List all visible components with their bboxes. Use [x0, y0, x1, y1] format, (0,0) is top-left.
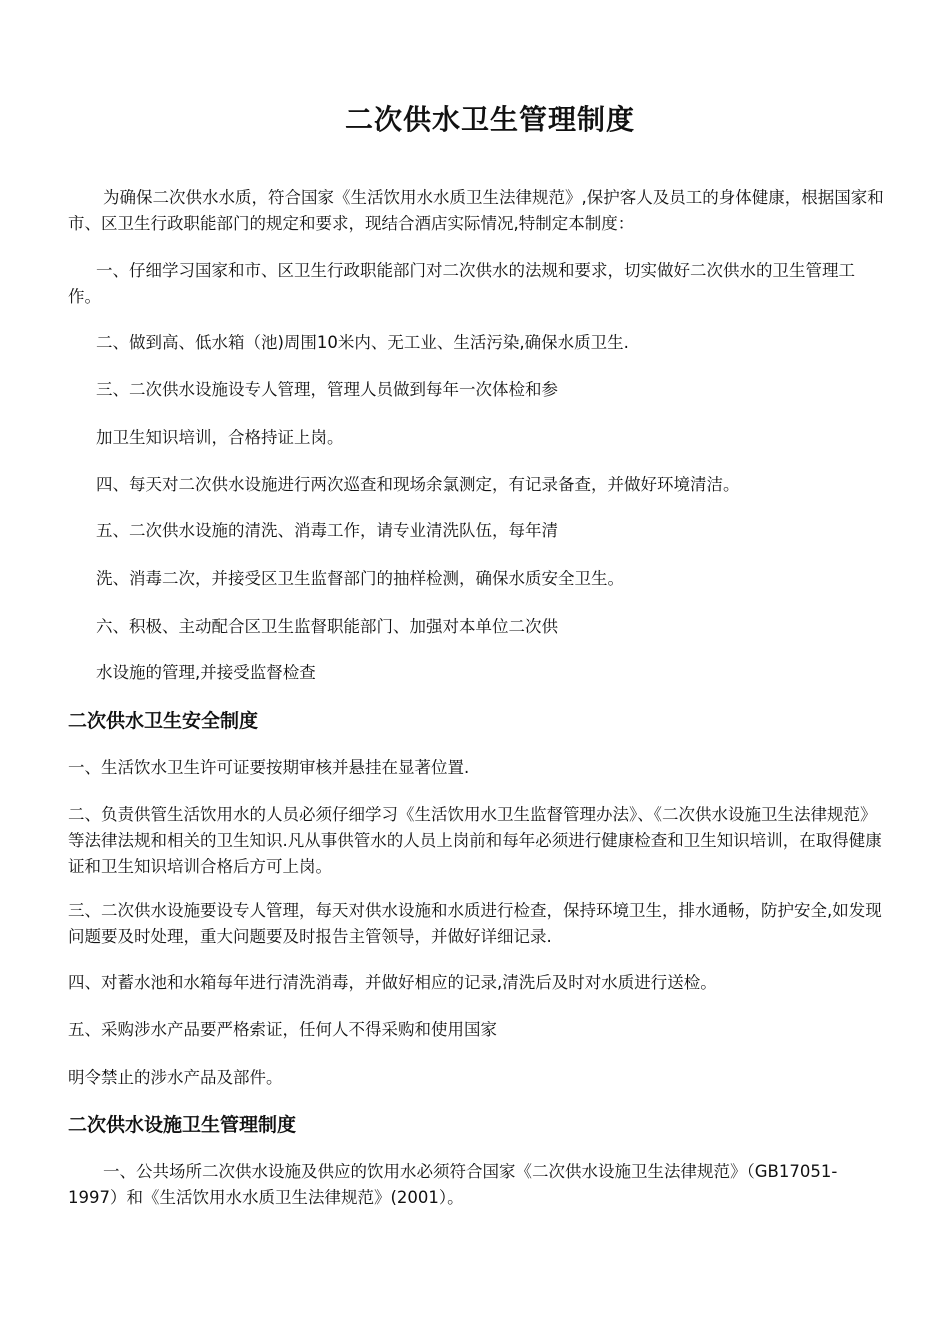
section3-heading: 二次供水设施卫生管理制度 [68, 1114, 297, 1136]
section1-item-6: 六、积极、主动配合区卫生监督职能部门、加强对本单位二次供 [96, 617, 558, 636]
section1-item-2: 二、做到高、低水箱（池)周围10米内、无工业、生活污染,确保水质卫生. [96, 333, 629, 352]
section2-item-1: 一、生活饮水卫生许可证要按期审核并悬挂在显著位置. [68, 758, 470, 777]
section1-intro: 为确保二次供水水质，符合国家《生活饮用水水质卫生法律规范》,保护客人及员工的身体健康，根据国家和市、区卫生行政职能部门的规定和要求，现结合酒店实际情况,特制定本制度： [68, 188, 884, 233]
section1-item-3: 三、二次供水设施设专人管理，管理人员做到每年一次体检和参 [96, 380, 558, 399]
section1-item-3-cont: 加卫生知识培训，合格持证上岗。 [96, 428, 344, 447]
section1-item-1: 一、仔细学习国家和市、区卫生行政职能部门对二次供水的法规和要求，切实做好二次供水的卫生管理工作。 [68, 261, 855, 306]
page-title: 二次供水卫生管理制度 [344, 103, 635, 136]
section1-item-6-cont: 水设施的管理,并接受监督检查 [96, 663, 316, 682]
section1-item-5-cont: 洗、消毒二次，并接受区卫生监督部门的抽样检测，确保水质安全卫生。 [96, 569, 624, 588]
section2-item-5-cont: 明令禁止的涉水产品及部件。 [68, 1068, 283, 1087]
section1-item-4: 四、每天对二次供水设施进行两次巡查和现场余氯测定，有记录备查，并做好环境清洁。 [96, 475, 740, 494]
section2-item-2: 二、负责供管生活饮用水的人员必须仔细学习《生活饮用水卫生监督管理办法》、《二次供水设施卫生法律规范》等法律法规和相关的卫生知识.凡从事供管水的人员上岗前和每年必须进行健康检查和卫生知识培训，在取得健康证和卫生知识培训合格后方可上岗。 [68, 805, 882, 876]
section1-item-5: 五、二次供水设施的清洗、消毒工作，请专业清洗队伍，每年清 [96, 521, 558, 540]
section3-item-1: 一、公共场所二次供水设施及供应的饮用水必须符合国家《二次供水设施卫生法律规范》（GB17051-1997）和《生活饮用水水质卫生法律规范》(2001）。 [68, 1162, 838, 1207]
section2-item-4: 四、对蓄水池和水箱每年进行清洗消毒，并做好相应的记录,清洗后及时对水质进行送检。 [68, 973, 717, 992]
section2-item-3: 三、二次供水设施要设专人管理，每天对供水设施和水质进行检查，保持环境卫生，排水通畅，防护安全,如发现问题要及时处理，重大问题要及时报告主管领导，并做好详细记录. [68, 901, 882, 946]
section2-item-5: 五、采购涉水产品要严格索证，任何人不得采购和使用国家 [68, 1020, 497, 1039]
section2-heading: 二次供水卫生安全制度 [68, 710, 259, 732]
